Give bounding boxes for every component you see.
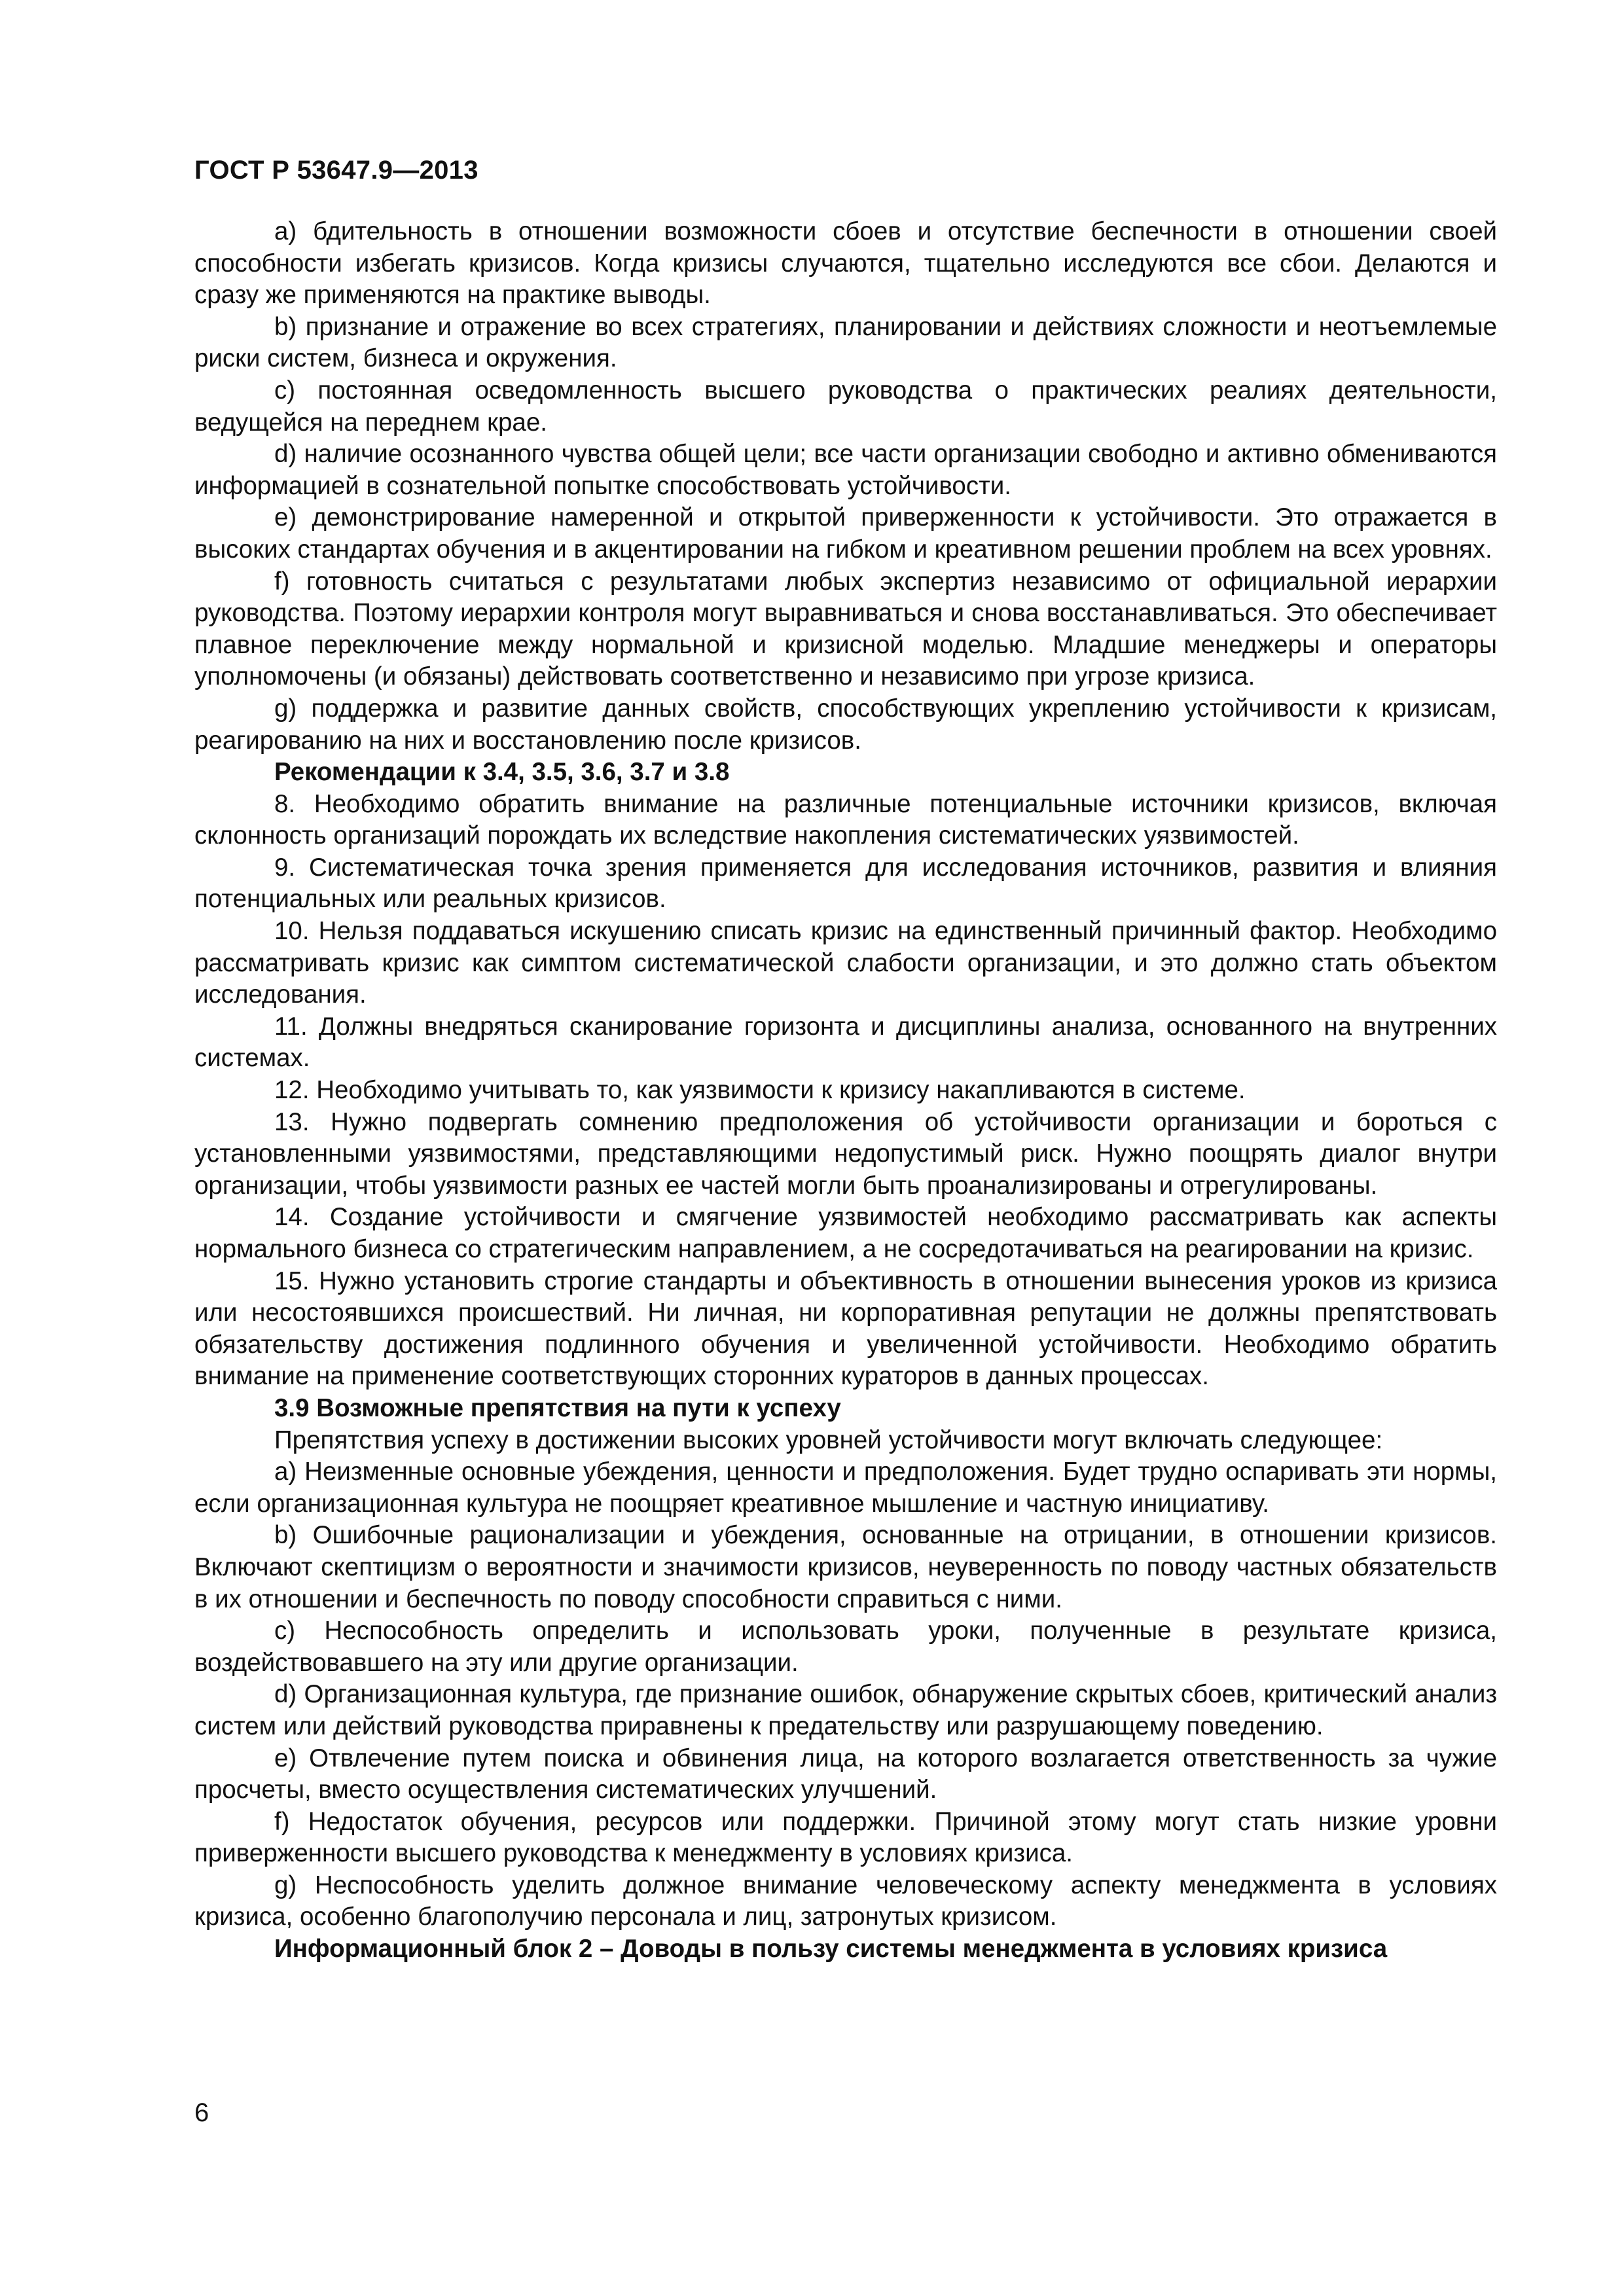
- paragraph-c: c) постоянная осведомленность высшего руководства о практических реалиях деятельности, ведущейся на переднем крае.: [194, 376, 1497, 437]
- recommendation-14: 14. Создание устойчивости и смягчение уязвимостей необходимо рассматривать как аспекты нормального бизнеса со стратегическим направлением, а не сосредотачиваться на реагировании на кризис.: [194, 1203, 1497, 1263]
- recommendation-12: 12. Необходимо учитывать то, как уязвимости к кризису накапливаются в системе.: [274, 1076, 1246, 1105]
- heading-section-3-9: 3.9 Возможные препятствия на пути к успеху: [274, 1393, 841, 1422]
- obstacles-intro: Препятствия успеху в достижении высоких уровней устойчивости могут включать следующее:: [274, 1426, 1383, 1454]
- recommendation-8: 8. Необходимо обратить внимание на различные потенциальные источники кризисов, включая склонность организаций порождать их вследствие накопления систематических уязвимостей.: [194, 789, 1497, 850]
- obstacle-e: e) Отвлечение путем поиска и обвинения лица, на которого возлагается ответственность за чужие просчеты, вместо осуществления систематических улучшений.: [194, 1744, 1497, 1804]
- paragraph-d: d) наличие осознанного чувства общей цели; все части организации свободно и активно обмениваются информацией в сознательной попытке способствовать устойчивости.: [194, 440, 1497, 500]
- recommendation-13: 13. Нужно подвергать сомнению предположения об устойчивости организации и бороться с установленными уязвимостями, представляющими недопустимый риск. Нужно поощрять диалог внутри организации, чтобы уязвимости разных ее частей могли быть проанализированы и отрегулированы.: [194, 1107, 1497, 1200]
- document-header: ГОСТ Р 53647.9—2013: [194, 156, 478, 185]
- body-text: [194, 216, 1497, 1965]
- obstacle-g: g) Неспособность уделить должное внимание человеческому аспекту менеджмента в условиях кризиса, особенно благополучию персонала и лиц, затронутых кризисом.: [194, 1871, 1497, 1931]
- heading-info-block-2: Информационный блок 2 – Доводы в пользу системы менеджмента в условиях кризиса: [274, 1935, 1388, 1964]
- page-number: 6: [194, 2098, 209, 2127]
- obstacle-a: a) Неизменные основные убеждения, ценности и предположения. Будет трудно оспаривать эти нормы, если организационная культура не поощряет креативное мышление и частную инициативу.: [194, 1458, 1497, 1518]
- paragraph-f: f) готовность считаться с результатами любых экспертиз независимо от официальной иерархии руководства. Поэтому иерархии контроля могут выравниваться и снова восстанавливаться. Это обеспечивает плавное переключение между нормальной и кризисной моделью. Младшие менеджеры и операторы уполномочены (и обязаны) действовать соответственно и независимо при угрозе кризиса.: [194, 567, 1497, 691]
- obstacle-c: c) Неспособность определить и использовать уроки, полученные в результате кризиса, воздействовавшего на эту или другие организации.: [194, 1617, 1497, 1677]
- obstacle-f: f) Недостаток обучения, ресурсов или поддержки. Причиной этому могут стать низкие уровни приверженности высшего руководства к менеджменту в условиях кризиса.: [194, 1807, 1497, 1868]
- recommendation-10: 10. Нельзя поддаваться искушению списать кризис на единственный причинный фактор. Необходимо рассматривать кризис как симптом систематической слабости организации, и это должно стать объектом исследования.: [194, 917, 1497, 1009]
- recommendation-11: 11. Должны внедряться сканирование горизонта и дисциплины анализа, основанного на внутренних системах.: [194, 1012, 1497, 1073]
- obstacle-b: b) Ошибочные рационализации и убеждения, основанные на отрицании, в отношении кризисов. Включают скептицизм о вероятности и значимости кризисов, неуверенность по поводу частных обязательств в их отношении и беспечность по поводу способности справиться с ними.: [194, 1521, 1497, 1613]
- recommendation-15: 15. Нужно установить строгие стандарты и объективность в отношении вынесения уроков из кризиса или несостоявшихся происшествий. Ни личная, ни корпоративная репутации не должны препятствовать обязательству достижения подлинного обучения и увеличенной устойчивости. Необходимо обратить внимание на применение соответствующих сторонних кураторов в данных процессах.: [194, 1266, 1497, 1391]
- paragraph-g: g) поддержка и развитие данных свойств, способствующих укреплению устойчивости к кризисам, реагированию на них и восстановлению после кризисов.: [194, 694, 1497, 755]
- obstacle-d: d) Организационная культура, где признание ошибок, обнаружение скрытых сбоев, критический анализ систем или действий руководства приравнены к предательству или разрушающему поведению.: [194, 1680, 1497, 1740]
- recommendation-9: 9. Систематическая точка зрения применяется для исследования источников, развития и влияния потенциальных или реальных кризисов.: [194, 853, 1497, 914]
- heading-recommendations: Рекомендации к 3.4, 3.5, 3.6, 3.7 и 3.8: [274, 758, 730, 787]
- paragraph-e: e) демонстрирование намеренной и открытой приверженности к устойчивости. Это отражается в высоких стандартах обучения и в акцентировании на гибком и креативном решении проблем на всех уровнях.: [194, 503, 1497, 564]
- paragraph-a: a) бдительность в отношении возможности сбоев и отсутствие беспечности в отношении своей способности избегать кризисов. Когда кризисы случаются, тщательно исследуются все сбои. Делаются и сразу же применяются на практике выводы.: [194, 217, 1497, 310]
- paragraph-b: b) признание и отражение во всех стратегиях, планировании и действиях сложности и неотъемлемые риски систем, бизнеса и окружения.: [194, 312, 1497, 373]
